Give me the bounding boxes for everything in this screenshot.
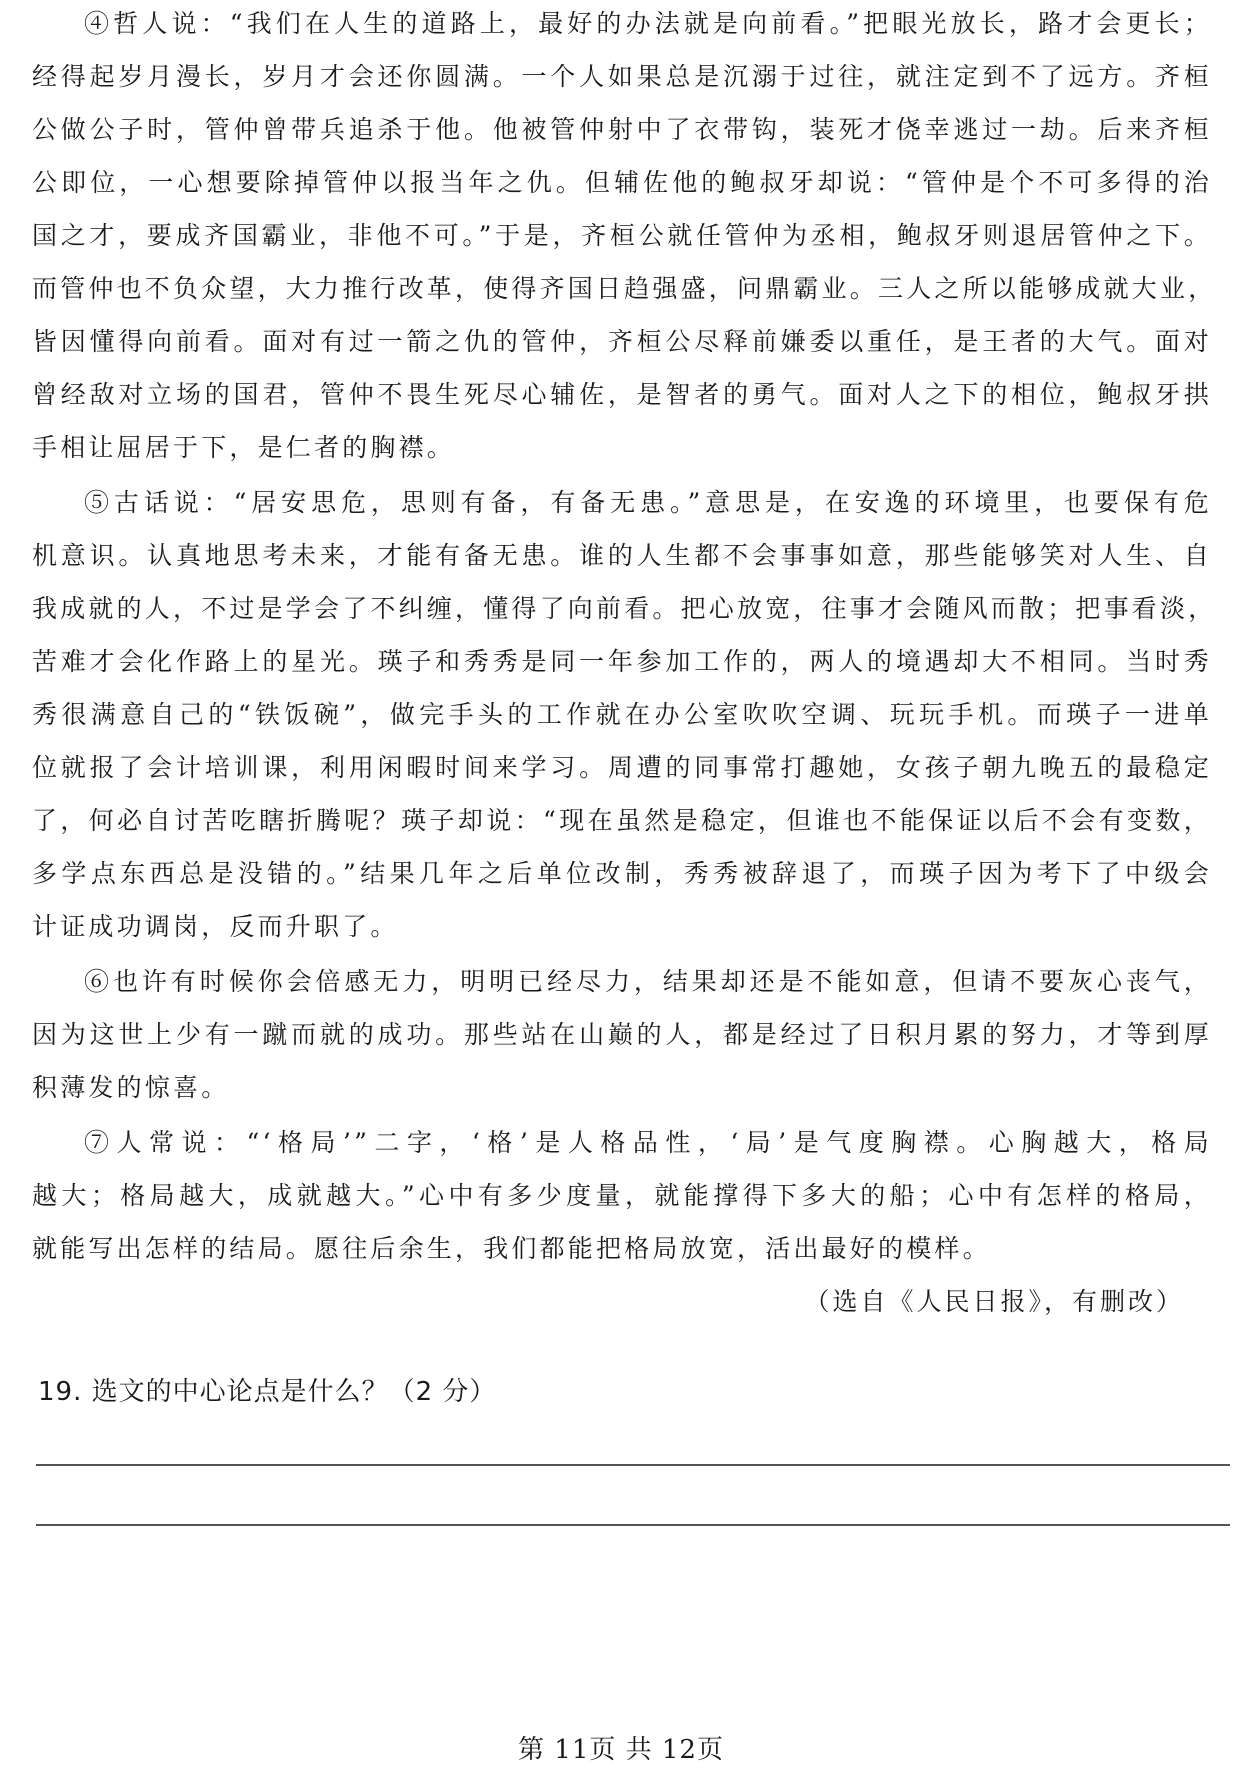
source-attribution: （选自《人民日报》，有删改） [804,1287,1184,1316]
paragraph-line: 手相让屈居于下，是仁者的胸襟。 [32,433,456,462]
paragraph-line: 越大；格局越大，成就越大。”心中有多少度量，就能撑得下多大的船；心中有怎样的格局， [32,1181,1212,1210]
paragraph-line: 国之才，要成齐国霸业，非他不可。”于是，齐桓公就任管仲为丞相，鲍叔牙则退居管仲之下。 [32,221,1212,250]
paragraph-line: 位就报了会计培训课，利用闲暇时间来学习。周遭的同事常打趣她，女孩子朝九晚五的最稳定 [32,753,1212,782]
paragraph-line: 就能写出怎样的结局。愿往后余生，我们都能把格局放宽，活出最好的模样。 [32,1234,991,1263]
paragraph-line: 公做公子时，管仲曾带兵追杀于他。他被管仲射中了衣带钩，装死才侥幸逃过一劫。后来齐桓 [32,115,1212,144]
paragraph-line: 机意识。认真地思考未来，才能有备无患。谁的人生都不会事事如意，那些能够笑对人生、自 [32,541,1212,570]
paragraph-line: 而管仲也不负众望，大力推行改革，使得齐国日趋强盛，问鼎霸业。三人之所以能够成就大业， [32,274,1217,303]
paragraph-line: 苦难才会化作路上的星光。瑛子和秀秀是同一年参加工作的，两人的境遇却大不相同。当时秀 [32,647,1212,676]
paragraph-line: 因为这世上少有一蹴而就的成功。那些站在山巅的人，都是经过了日积月累的努力，才等到厚 [32,1020,1212,1049]
paragraph-line: 了，何必自讨苦吃瞎折腾呢？瑛子却说：“现在虽然是稳定，但谁也不能保证以后不会有变数， [32,806,1212,835]
answer-line-1[interactable] [36,1464,1230,1466]
paragraph-line: 曾经敌对立场的国君，管仲不畏生死尽心辅佐，是智者的勇气。面对人之下的相位，鲍叔牙拱 [32,380,1212,409]
question-19: 19. 选文的中心论点是什么？（2 分） [38,1377,497,1407]
paragraph-line: ⑦人常说：“‘格局’”二字，‘格’是人格品性，‘局’是气度胸襟。心胸越大，格局 [84,1128,1212,1157]
answer-line-2[interactable] [36,1524,1230,1526]
paragraph-line: 皆因懂得向前看。面对有过一箭之仇的管仲，齐桓公尽释前嫌委以重任，是王者的大气。面对 [32,327,1212,356]
paragraph-line: 计证成功调岗，反而升职了。 [32,912,399,941]
paragraph-line: 积薄发的惊喜。 [32,1073,230,1102]
paragraph-line: ⑤古话说：“居安思危，思则有备，有备无患。”意思是，在安逸的环境里，也要保有危 [84,488,1212,517]
paragraph-line: 我成就的人，不过是学会了不纠缠，懂得了向前看。把心放宽，往事才会随风而散；把事看淡， [32,594,1217,623]
paragraph-line: ④哲人说：“我们在人生的道路上，最好的办法就是向前看。”把眼光放长，路才会更长； [84,9,1212,38]
page-number-footer: 第 11页 共 12页 [518,1735,724,1765]
paragraph-line: 秀很满意自己的“铁饭碗”，做完手头的工作就在办公室吹吹空调、玩玩手机。而瑛子一进单 [32,700,1212,729]
paragraph-line: 经得起岁月漫长，岁月才会还你圆满。一个人如果总是沉溺于过往，就注定到不了远方。齐桓 [32,62,1212,91]
paragraph-line: 公即位，一心想要除掉管仲以报当年之仇。但辅佐他的鲍叔牙却说：“管仲是个不可多得的治 [32,168,1212,197]
paragraph-line: 多学点东西总是没错的。”结果几年之后单位改制，秀秀被辞退了，而瑛子因为考下了中级会 [32,859,1212,888]
paragraph-line: ⑥也许有时候你会倍感无力，明明已经尽力，结果却还是不能如意，但请不要灰心丧气， [84,967,1212,996]
